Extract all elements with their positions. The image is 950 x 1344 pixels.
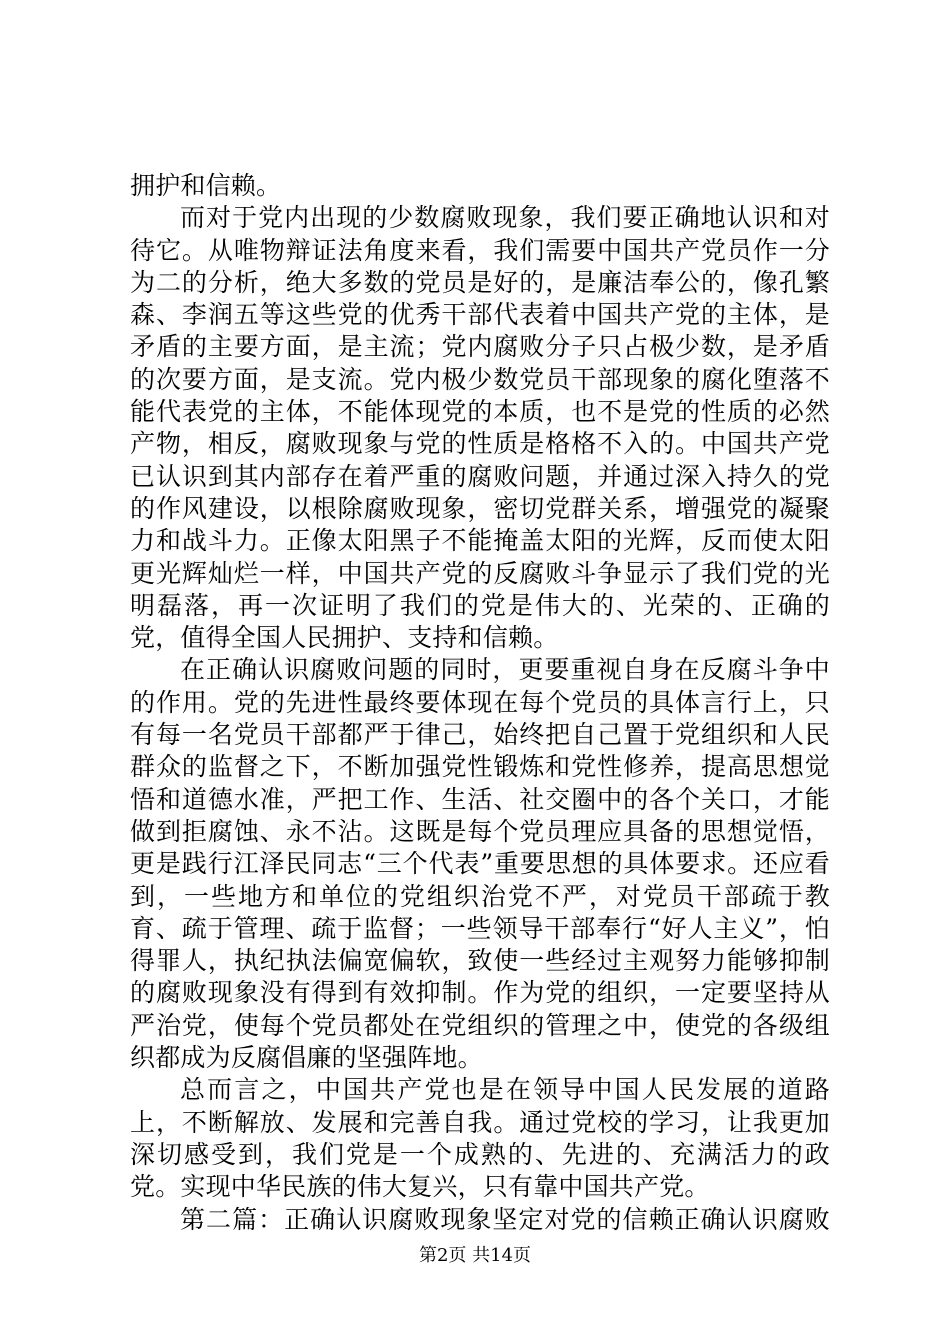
paragraph-self-discipline: 在正确认识腐败问题的同时，更要重视自身在反腐斗争中的作用。党的先进性最终要体现在每个党员的具体言行上，只有每一名党员干部都严于律己，始终把自己置于党组织和人民群众的监督之下，不断加强党性锻炼和党性修养，提高思想觉悟和道德水准，严把工作、生活、社交圈中的各个关口，才能做到拒腐蚀、永不沾。这既是每个党员理应具备的思想觉悟，更是践行江泽民同志“三个代表”重要思想的具体要求。还应看到，一些地方和单位的党组织治党不严，对党员干部疏于教育、疏于管理、疏于监督；一些领导干部奉行“好人主义”，怕得罪人，执纪执法偏宽偏软，致使一些经过主观努力能够抑制的腐败现象没有得到有效抑制。作为党的组织，一定要坚持从严治党，使每个党员都处在党组织的管理之中，使党的各级组织都成为反腐倡廉的坚强阵地。: [130, 655, 830, 1073]
page-number-footer: 第2页 共14页: [418, 1245, 532, 1266]
document-body: [130, 170, 830, 1236]
paragraph-conclusion: 总而言之，中国共产党也是在领导中国人民发展的道路上，不断解放、发展和完善自我。通过党校的学习，让我更加深切感受到，我们党是一个成熟的、先进的、充满活力的政党。实现中华民族的伟大复兴，只有靠中国共产党。: [130, 1075, 830, 1202]
paragraph-continuation: 拥护和信赖。: [130, 171, 282, 200]
paragraph-corruption-view: 而对于党内出现的少数腐败现象，我们要正确地认识和对待它。从唯物辩证法角度来看，我们需要中国共产党员作一分为二的分析，绝大多数的党员是好的，是廉洁奉公的，像孔繁森、李润五等这些党的优秀干部代表着中国共产党的主体，是矛盾的主要方面，是主流；党内腐败分子只占极少数，是矛盾的次要方面，是支流。党内极少数党员干部现象的腐化堕落不能代表党的主体，不能体现党的本质，也不是党的性质的必然产物，相反，腐败现象与党的性质是格格不入的。中国共产党已认识到其内部存在着严重的腐败问题，并通过深入持久的党的作风建设，以根除腐败现象，密切党群关系，增强党的凝聚力和战斗力。正像太阳黑子不能掩盖太阳的光辉，反而使太阳更光辉灿烂一样，中国共产党的反腐败斗争显示了我们党的光明磊落，再一次证明了我们的党是伟大的、光荣的、正确的党，值得全国人民拥护、支持和信赖。: [130, 203, 830, 653]
paragraph-second-article-heading: 第二篇：正确认识腐败现象坚定对党的信赖正确认识腐败: [180, 1204, 830, 1234]
